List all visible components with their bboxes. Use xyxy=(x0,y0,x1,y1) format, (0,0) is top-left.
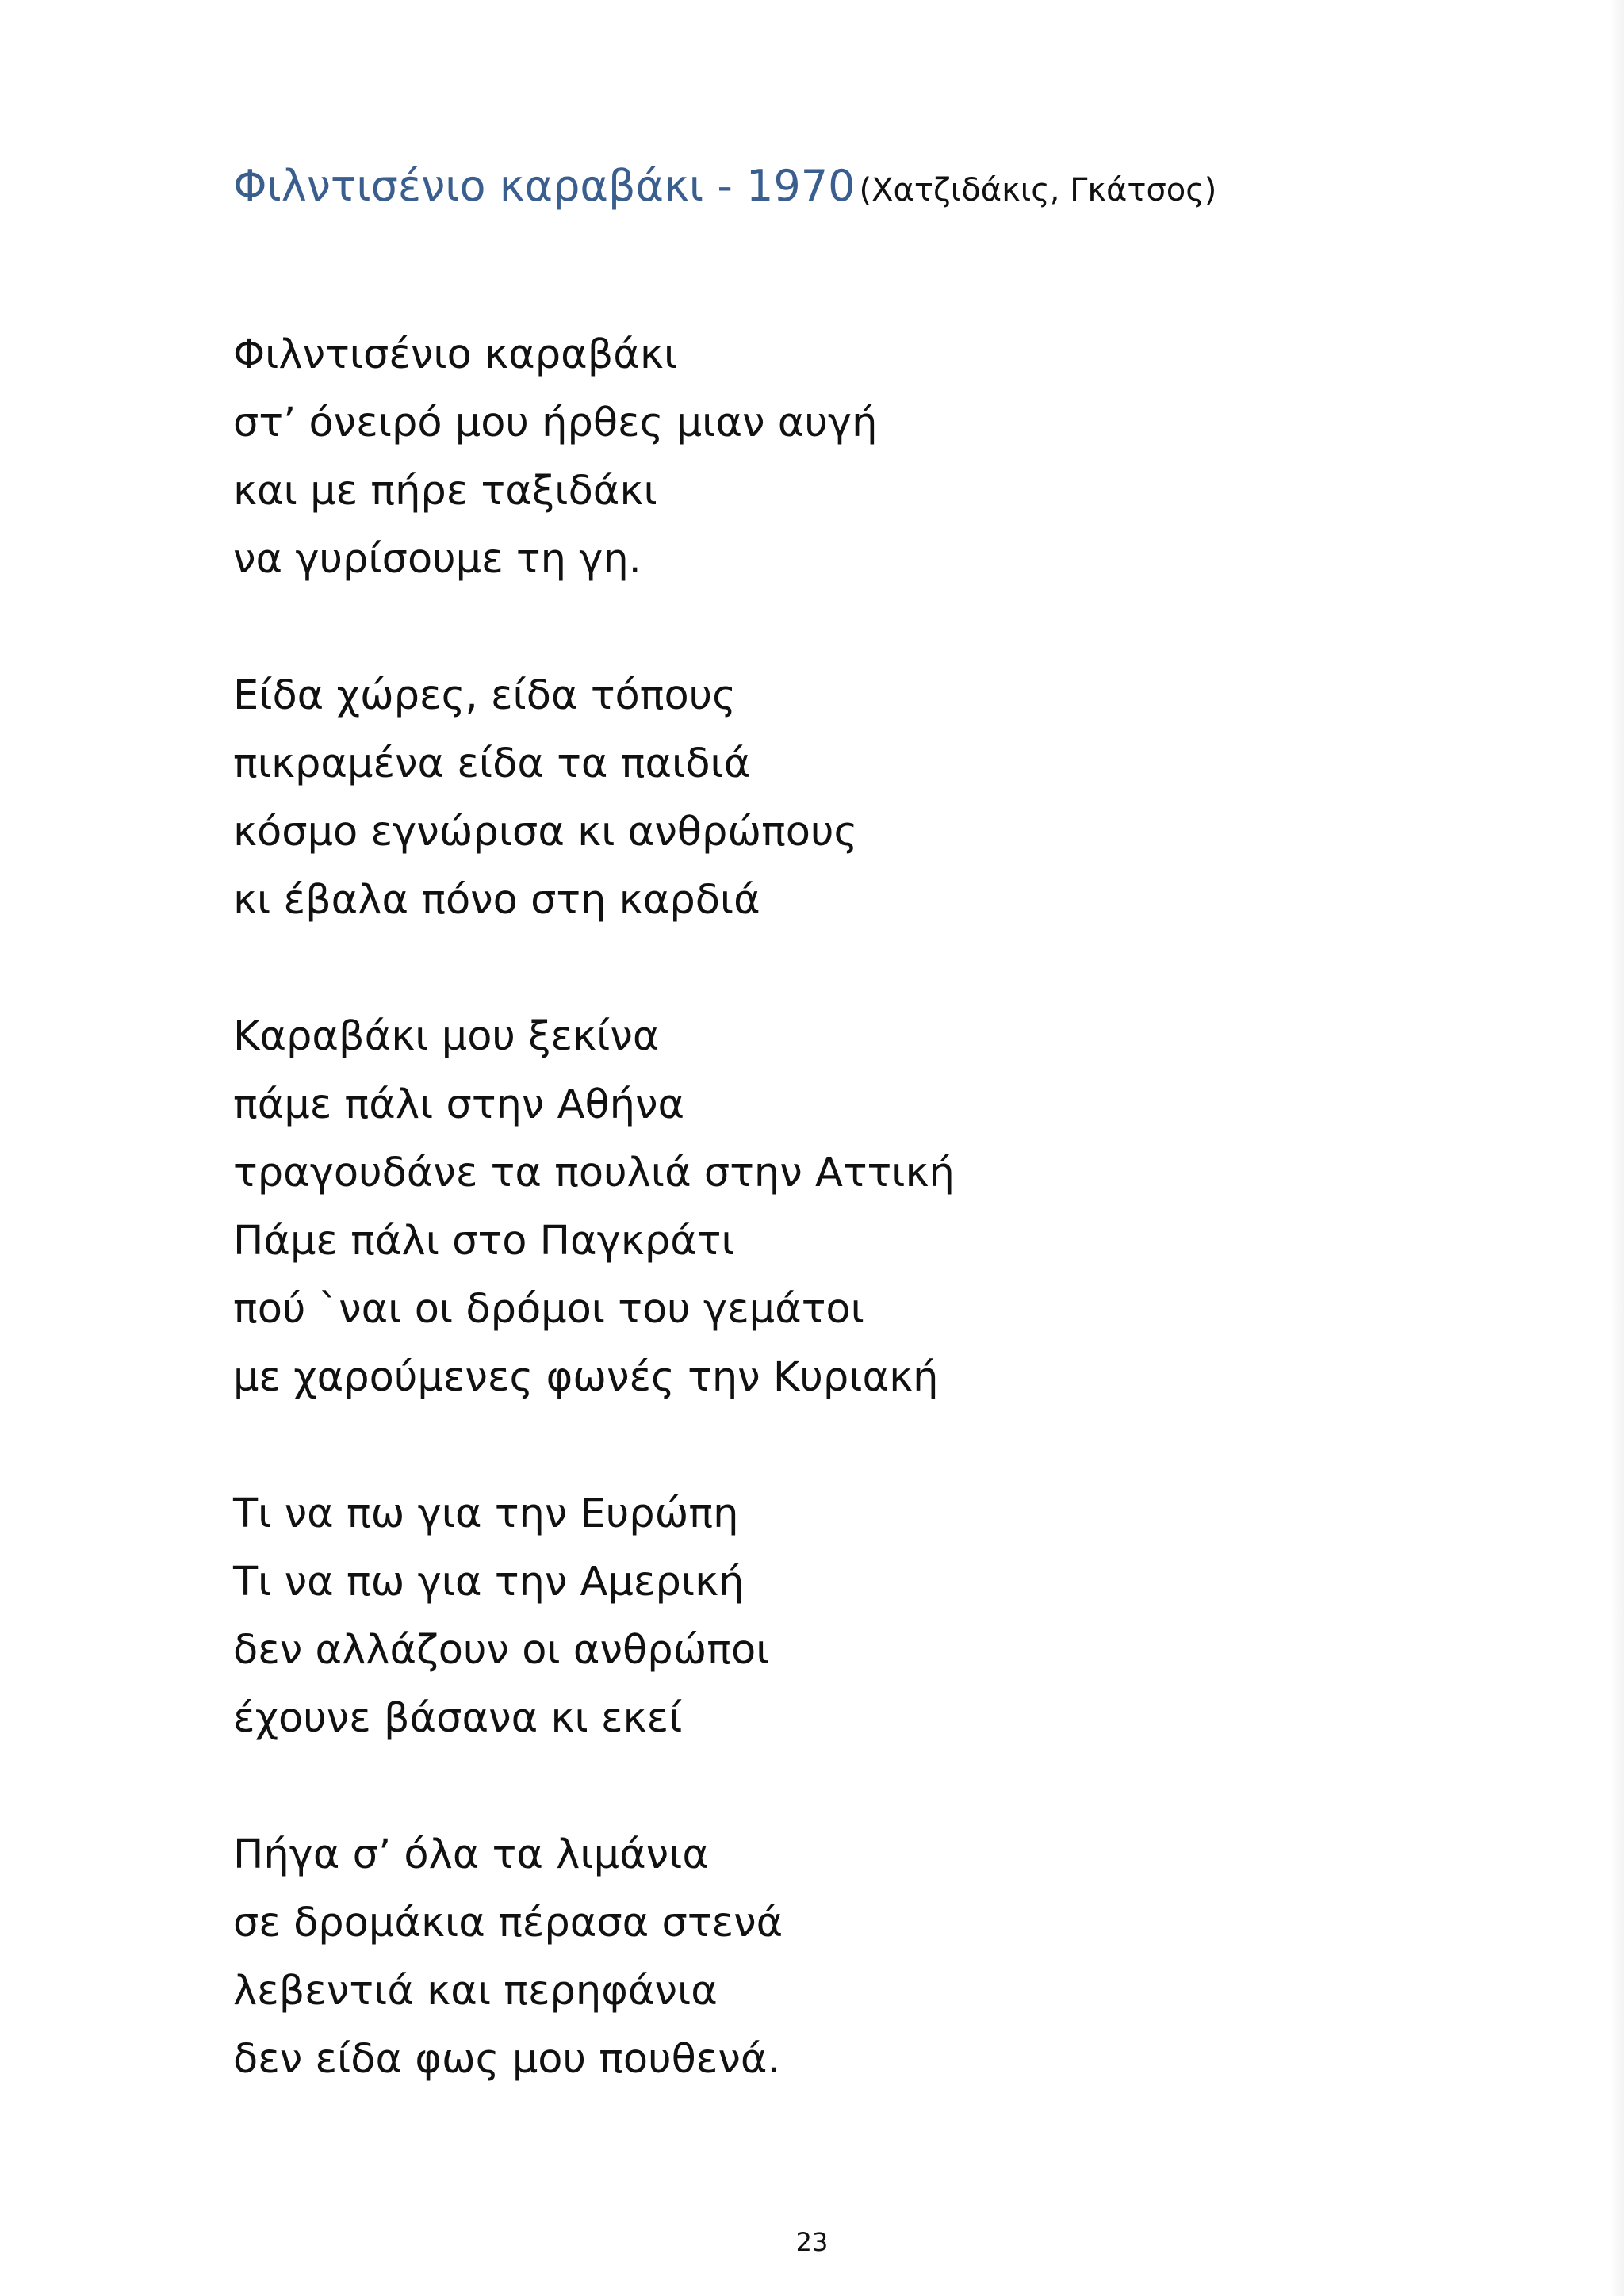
poem-line: κόσμο εγνώρισα κι ανθρώπους xyxy=(233,809,858,855)
poem-line: τραγουδάνε τα πουλιά στην Αττική xyxy=(233,1150,955,1196)
poem-line: στ’ όνειρό μου ήρθες μιαν αυγή xyxy=(233,400,878,446)
poem-line: λεβεντιά και περηφάνια xyxy=(233,1968,718,2015)
stanza-3 xyxy=(233,1003,1542,1412)
poem-line: Πήγα σ’ όλα τα λιμάνια xyxy=(233,1831,710,1878)
page-edge-shadow xyxy=(1610,0,1624,2296)
poem-line: έχουνε βάσανα κι εκεί xyxy=(233,1695,683,1742)
poem-line: πάμε πάλι στην Αθήνα xyxy=(233,1081,685,1128)
poem-line: δεν αλλάζουν οι ανθρώποι xyxy=(233,1627,770,1674)
poem-line: σε δρομάκια πέρασα στενά xyxy=(233,1900,783,1946)
stanza-4 xyxy=(233,1480,1542,1753)
poem-line: Καραβάκι μου ξεκίνα xyxy=(233,1013,660,1060)
poem-body xyxy=(233,321,1542,2162)
poem-line: δεν είδα φως μου πουθενά. xyxy=(233,2036,780,2083)
stanza-2 xyxy=(233,662,1542,935)
song-title-main: Φιλντισένιο καραβάκι - 1970 xyxy=(233,161,856,211)
poem-line: Τι να πω για την Αμερική xyxy=(233,1559,745,1605)
poem-line: και με πήρε ταξιδάκι xyxy=(233,468,657,515)
poem-line: Είδα χώρες, είδα τόπους xyxy=(233,672,737,719)
poem-line: Τι να πω για την Ευρώπη xyxy=(233,1490,739,1537)
song-title xyxy=(233,159,1216,224)
stanza-5 xyxy=(233,1821,1542,2094)
poem-line: με χαρούμενες φωνές την Κυριακή xyxy=(233,1354,939,1401)
poem-line: να γυρίσουμε τη γη. xyxy=(233,536,642,583)
poem-line: Φιλντισένιο καραβάκι xyxy=(233,331,678,378)
poem-line: Πάμε πάλι στο Παγκράτι xyxy=(233,1218,735,1265)
stanza-1 xyxy=(233,321,1542,594)
song-credits: (Χατζιδάκις, Γκάτσος) xyxy=(859,172,1217,209)
page-number: 23 xyxy=(795,2227,829,2257)
poem-line: πού `ναι οι δρόμοι του γεμάτοι xyxy=(233,1286,864,1333)
poem-line: κι έβαλα πόνο στη καρδιά xyxy=(233,877,760,924)
poem-line: πικραμένα είδα τα παιδιά xyxy=(233,740,751,787)
